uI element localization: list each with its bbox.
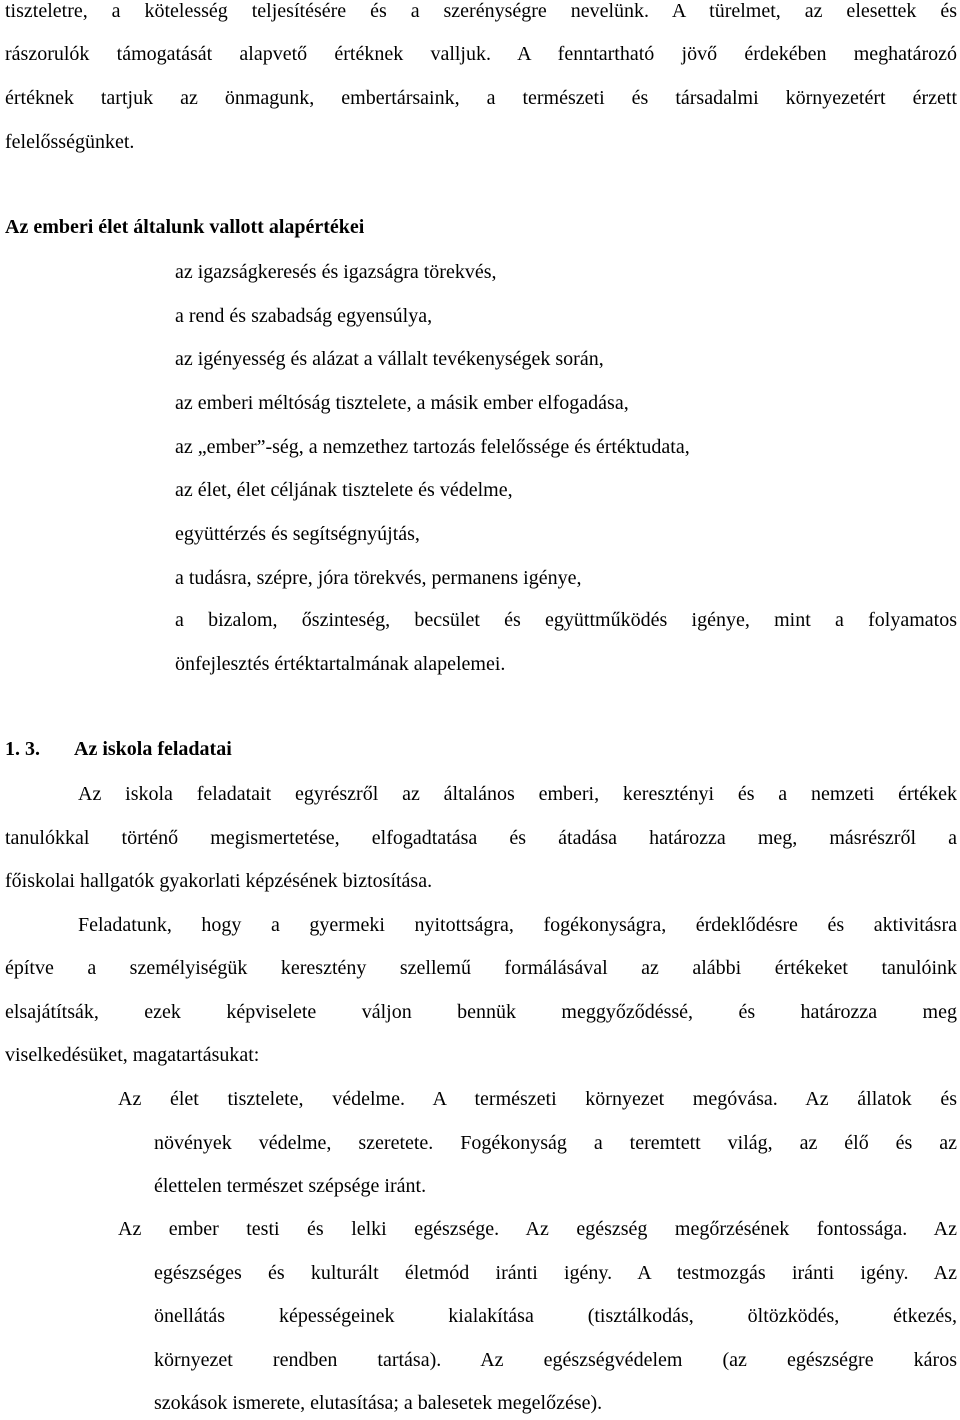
text-line: értéknek tartjuk az önmagunk, embertársaink, a természeti és társadalmi környezetért érzett bbox=[5, 87, 957, 109]
text-line: Az élet tisztelete, védelme. A természeti környezet megóvása. Az állatok és bbox=[118, 1088, 957, 1110]
section-title: Az iskola feladatai bbox=[74, 738, 232, 760]
list-item: az „ember”-ség, a nemzethez tartozás felelőssége és értéktudata, bbox=[175, 436, 690, 458]
text-line: viselkedésüket, magatartásukat: bbox=[5, 1044, 260, 1066]
list-item: a tudásra, szépre, jóra törekvés, permanens igénye, bbox=[175, 567, 582, 589]
text-line: Feladatunk, hogy a gyermeki nyitottságra, fogékonyságra, érdeklődésre és aktivitásra bbox=[78, 914, 957, 936]
text-line: egészséges és kulturált életmód iránti igény. A testmozgás iránti igény. Az bbox=[154, 1262, 957, 1284]
text-line: tanulókkal történő megismertetése, elfogadtatása és átadása határozza meg, másrészről a bbox=[5, 827, 957, 849]
text-line: önellátás képességeinek kialakítása (tisztálkodás, öltözködés, étkezés, bbox=[154, 1305, 957, 1327]
text-line: elsajátítsák, ezek képviselete váljon bennük meggyőződéssé, és határozza meg bbox=[5, 1001, 957, 1023]
list-item: az élet, élet céljának tisztelete és védelme, bbox=[175, 479, 513, 501]
list-item: a rend és szabadság egyensúlya, bbox=[175, 305, 433, 327]
text-line: építve a személyiségük keresztény szellemű formálásával az alábbi értékeket tanulóink bbox=[5, 957, 957, 979]
text-line: főiskolai hallgatók gyakorlati képzésének biztosítása. bbox=[5, 870, 433, 892]
list-item: együttérzés és segítségnyújtás, bbox=[175, 523, 420, 545]
text-line: felelősségünket. bbox=[5, 131, 135, 153]
section-number: 1. 3. bbox=[5, 738, 40, 760]
list-item: az igényesség és alázat a vállalt tevékenységek során, bbox=[175, 348, 604, 370]
list-item: önfejlesztés értéktartalmának alapelemei. bbox=[175, 653, 506, 675]
list-item: az emberi méltóság tisztelete, a másik ember elfogadása, bbox=[175, 392, 629, 414]
text-line: Az ember testi és lelki egészsége. Az egészség megőrzésének fontossága. Az bbox=[118, 1218, 957, 1240]
text-line: környezet rendben tartása). Az egészségvédelem (az egészségre káros bbox=[154, 1349, 957, 1371]
list-item: az igazságkeresés és igazságra törekvés, bbox=[175, 261, 497, 283]
text-line: tiszteletre, a kötelesség teljesítésére és a szerénységre nevelünk. A türelmet, az elesettek és bbox=[5, 0, 957, 22]
text-line: élettelen természet szépsége iránt. bbox=[154, 1175, 427, 1197]
text-line: növények védelme, szeretete. Fogékonyság a teremtett világ, az élő és az bbox=[154, 1132, 957, 1154]
section-heading: Az emberi élet általunk vallott alapértékei bbox=[5, 216, 365, 238]
list-item: a bizalom, őszinteség, becsület és együttműködés igénye, mint a folyamatos bbox=[175, 609, 957, 631]
text-line: Az iskola feladatait egyrészről az általános emberi, keresztényi és a nemzeti értékek bbox=[78, 783, 957, 805]
text-line: rászorulók támogatását alapvető értéknek valljuk. A fenntartható jövő érdekében meghatározó bbox=[5, 43, 957, 65]
text-line: szokások ismerete, elutasítása; a balesetek megelőzése). bbox=[154, 1392, 603, 1414]
